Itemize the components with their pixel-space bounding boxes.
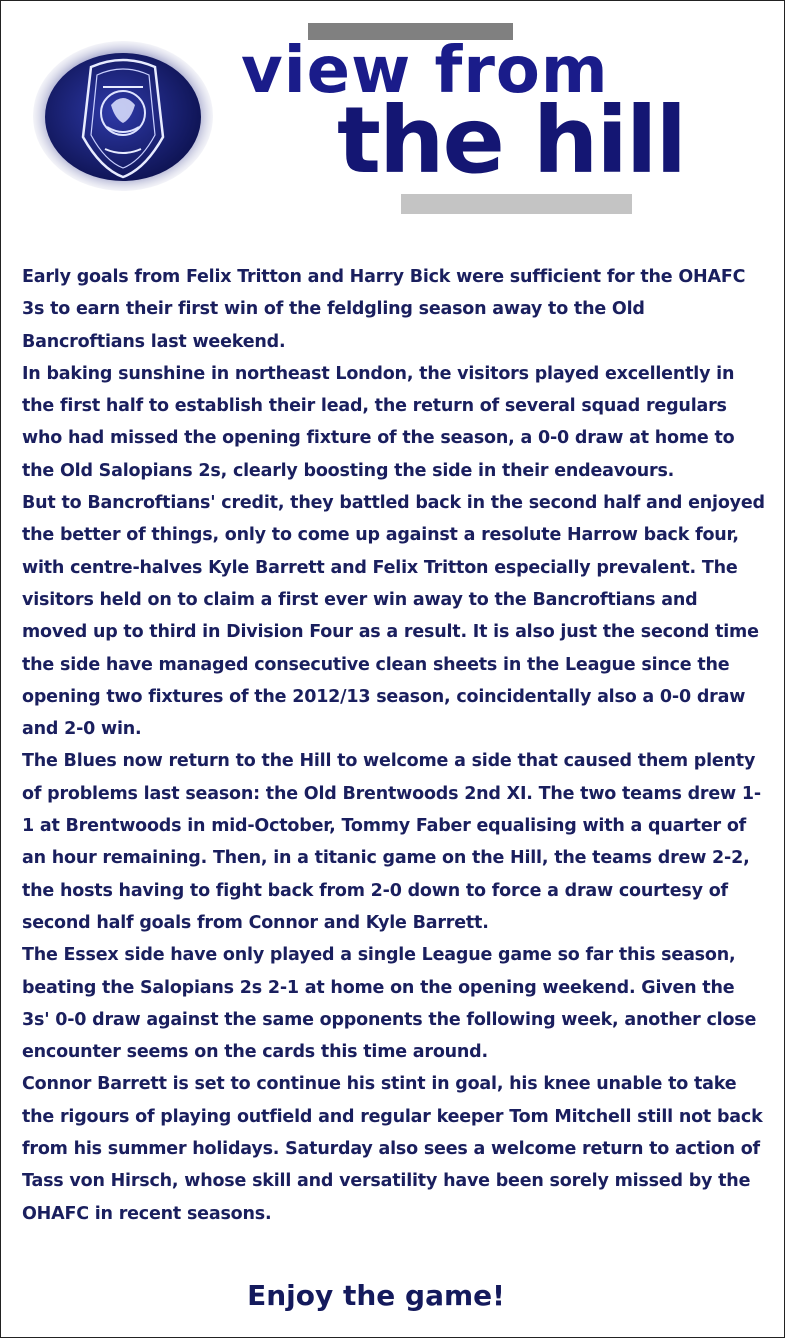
- title-the-hill: the hill: [337, 87, 686, 194]
- paragraph: Connor Barrett is set to continue his stint in goal, his knee unable to take the rigours of playing outfield and regular keeper Tom Mitchell still not back from his summer holidays. Saturday also sees a welcome return to action of Tass von Hirsch, whose skill and versatility have been sorely missed by the OHAFC in recent seasons.: [22, 1074, 763, 1224]
- paragraph: The Essex side have only played a single League game so far this season, beating the Salopians 2s 2-1 at home on the opening weekend. Given the 3s' 0-0 draw against the same opponents the following week, another close encounter seems on the cards this time around.: [22, 945, 757, 1063]
- paragraph: The Blues now return to the Hill to welcome a side that caused them plenty of problems last season: the Old Brentwoods 2nd XI. The two teams drew 1-1 at Brentwoods in mid-October, Tommy Faber equalising with a quarter of an hour remaining. Then, in a titanic game on the Hill, the teams drew 2-2, the hosts having to fight back from 2-0 down to force a draw courtesy of second half goals from Connor and Kyle Barrett.: [22, 751, 761, 933]
- ohafc-crest-icon: [33, 41, 213, 191]
- paragraph: Early goals from Felix Tritton and Harry Bick were sufficient for the OHAFC 3s to earn their first win of the feldgling season away to the Old Bancroftians last weekend.: [22, 267, 746, 352]
- header-banner: [1, 1, 785, 251]
- signoff-text: Enjoy the game!: [247, 1279, 505, 1312]
- paragraph: In baking sunshine in northeast London, the visitors played excellently in the first half to establish their lead, the return of several squad regulars who had missed the opening fixture of the season, a 0-0 draw at home to the Old Salopians 2s, clearly boosting the side in their endeavours.: [22, 363, 735, 481]
- article-body: [22, 261, 767, 1230]
- paragraph: But to Bancroftians' credit, they battled back in the second half and enjoyed the better of things, only to come up against a resolute Harrow back four, with centre-halves Kyle Barrett and Felix Tritton especially prevalent. The visitors held on to claim a first ever win away to the Bancroftians and moved up to third in Division Four as a result. It is also just the second time the side have managed consecutive clean sheets in the League since the opening two fixtures of the 2012/13 season, coincidentally also a 0-0 draw and 2-0 win.: [22, 493, 765, 740]
- title-view-from: view from: [241, 34, 609, 108]
- decor-bar-bottom: [401, 194, 632, 214]
